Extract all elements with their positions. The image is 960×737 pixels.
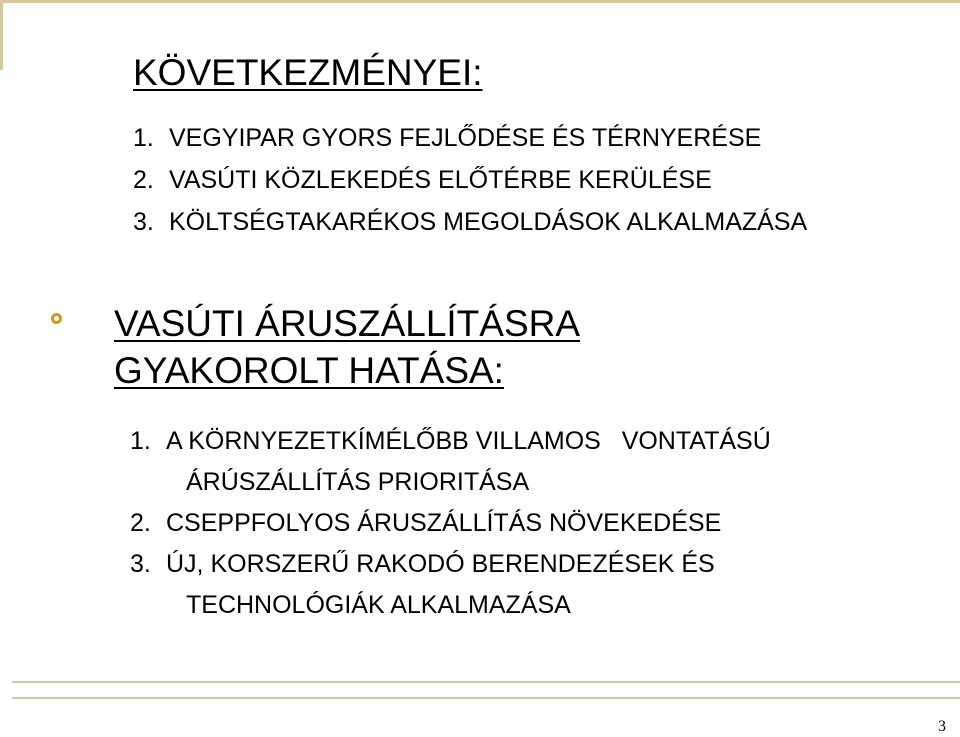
list-item-number: 3. (130, 550, 151, 578)
circle-bullet-icon (51, 313, 62, 324)
list-item-continuation: TECHNOLÓGIÁK ALKALMAZÁSA (186, 591, 571, 619)
footer-rule-bottom (12, 697, 960, 699)
section-title (133, 51, 483, 95)
page-number: 3 (938, 718, 946, 735)
list-item (133, 159, 807, 201)
heading-line-1-text: VASÚTI ÁRUSZÁLLÍTÁSRA (114, 303, 581, 344)
heading-line-1 (114, 300, 706, 347)
heading-line-2: GYAKOROLT HATÁSA: (114, 350, 504, 391)
section-title-text: KÖVETKEZMÉNYEI: (133, 52, 483, 93)
list-item (130, 503, 771, 544)
list-item-text: VASÚTI KÖZLEKEDÉS ELŐTÉRBE KERÜLÉSE (169, 166, 712, 194)
footer-rule-top (12, 681, 960, 683)
heading-underline-gap (580, 300, 706, 347)
list-item-number: 1. (133, 124, 154, 152)
consequences-list (133, 117, 807, 243)
list-item-text: A KÖRNYEZETKÍMÉLŐBB VILLAMOS VONTATÁSÚ (166, 427, 771, 455)
list-item-text: ÚJ, KORSZERŰ RAKODÓ BERENDEZÉSEK ÉS (166, 550, 715, 578)
list-item-number: 2. (133, 166, 154, 194)
list-item-text: KÖLTSÉGTAKARÉKOS MEGOLDÁSOK ALKALMAZÁSA (169, 208, 808, 236)
railway-freight-heading (114, 300, 706, 394)
railway-effects-list (130, 421, 771, 626)
list-item (133, 117, 807, 159)
list-item-text: CSEPPFOLYOS ÁRUSZÁLLÍTÁS NÖVEKEDÉSE (166, 509, 722, 537)
list-item-continuation: ÁRÚSZÁLLÍTÁS PRIORITÁSA (186, 468, 530, 496)
decorative-vertical-rule (0, 0, 3, 70)
list-item-number: 2. (130, 509, 151, 537)
list-item-number: 1. (130, 427, 151, 455)
list-item-text: VEGYIPAR GYORS FEJLŐDÉSE ÉS TÉRNYERÉSE (169, 124, 762, 152)
decorative-top-rule (0, 0, 960, 3)
list-item (130, 544, 771, 626)
list-item (130, 421, 771, 503)
list-item-number: 3. (133, 208, 154, 236)
list-item (133, 201, 807, 243)
